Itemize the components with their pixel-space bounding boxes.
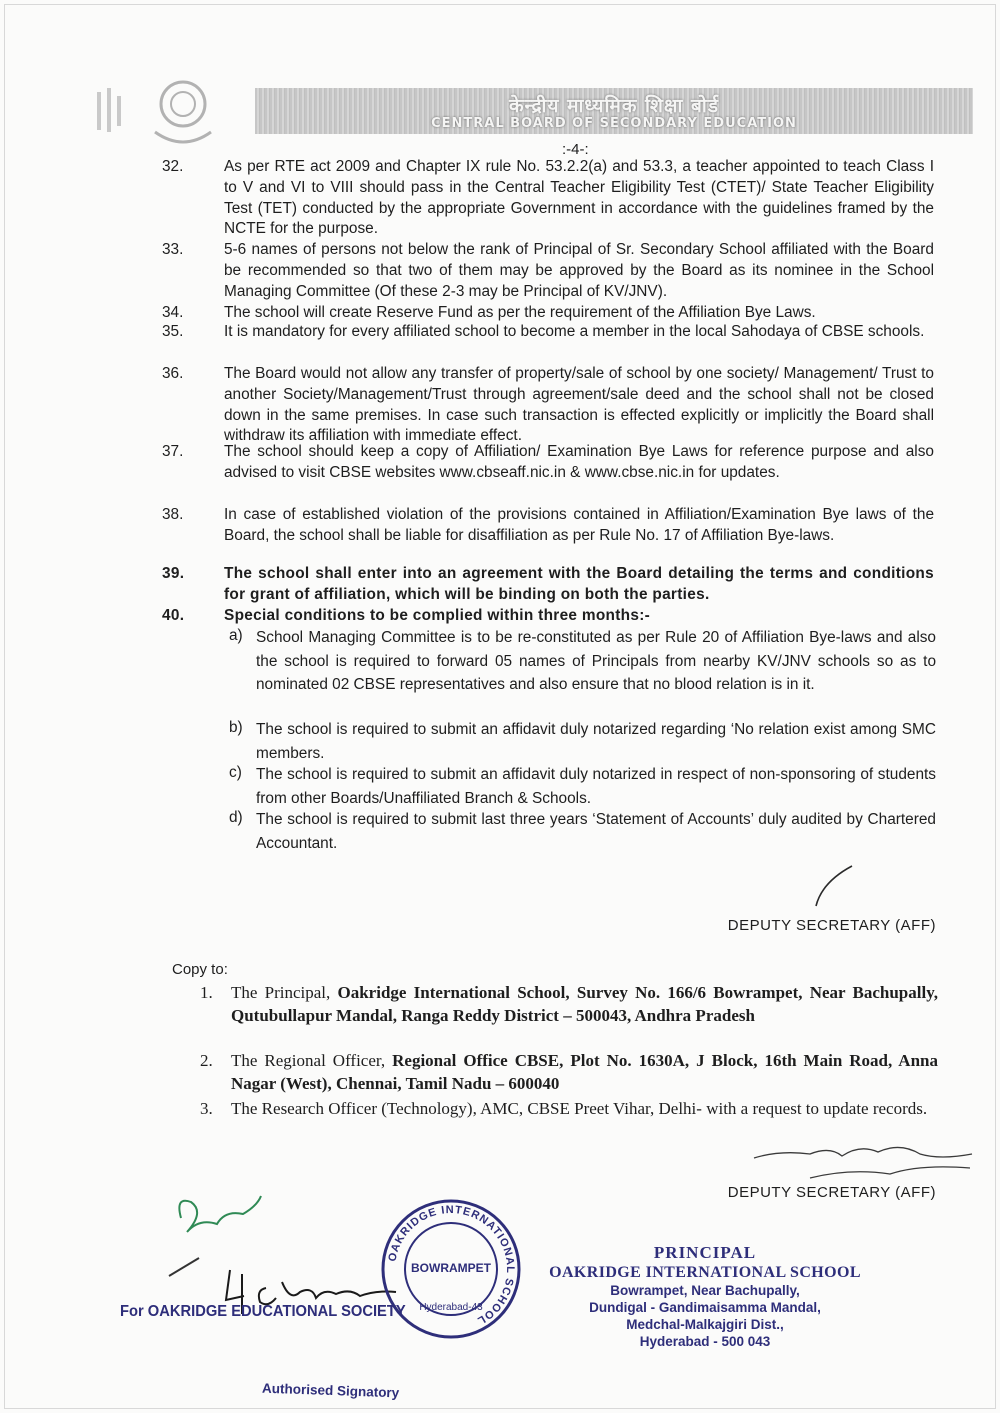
sub-item-label: a) — [229, 627, 243, 644]
sub-item-text: The school is required to submit last three years ‘Statement of Accounts’ duly audited by Chartered Accountant. — [256, 811, 936, 852]
seal-ring-text: OAKRIDGE INTERNATIONAL SCHOOL — [386, 1203, 517, 1327]
item-number: 37. — [162, 443, 184, 460]
item-number: 38. — [162, 506, 184, 523]
recipient-number: 3. — [200, 1099, 213, 1118]
item-text: 5-6 names of persons not below the rank of Principal of Sr. Secondary School affiliated with the Board be recommended so that two of them may be approved by the Board as its nominee in the School Managing Committee (Of these 2-3 may be Principal of KV/JNV). — [224, 241, 934, 300]
item-text: It is mandatory for every affiliated school to become a member in the local Sahodaya of CBSE schools. — [224, 323, 925, 340]
item-number: 36. — [162, 365, 184, 382]
item-text: The school shall enter into an agreement with the Board detailing the terms and conditions for grant of affiliation, which will be binding on both the parties. — [224, 565, 934, 603]
seal-center-text: BOWRAMPET — [411, 1261, 491, 1275]
item-number: 39. — [162, 565, 185, 582]
principal-title: PRINCIPAL — [653, 1243, 757, 1262]
item-number: 35. — [162, 323, 184, 340]
item-number: 34. — [162, 304, 184, 321]
item-text: The school should keep a copy of Affiliation/ Examination Bye Laws for reference purpose and also advised to visit CBSE websites www.cbseaff.nic.in & www.cbse.nic.in for updates. — [224, 443, 934, 481]
item-number: 32. — [162, 158, 184, 175]
recipient-text: The Research Officer (Technology), AMC, CBSE Preet Vihar, Delhi- with a request to update records. — [231, 1099, 928, 1118]
deputy-secretary-title-2: DEPUTY SECRETARY (AFF) — [727, 1184, 936, 1201]
sub-item-label: c) — [229, 764, 242, 781]
item-number: 40. — [162, 607, 185, 624]
recipient-text: The Regional Officer, Regional Office CBSE, Plot No. 1630A, J Block, 16th Main Road, Anna Nagar (West), Chennai, Tamil Nadu – 600040 — [231, 1051, 938, 1093]
item-text: In case of established violation of the provisions contained in Affiliation/Examination Bye laws of the Board, the school shall be liable for disaffiliation as per Rule No. 17 of Affiliation Bye-laws. — [224, 506, 934, 544]
school-name: OAKRIDGE INTERNATIONAL SCHOOL — [549, 1264, 861, 1281]
seal-bottom-text: Hyderabad-43 — [419, 1302, 483, 1313]
item-number: 33. — [162, 241, 184, 258]
school-seal-stamp — [376, 1194, 526, 1344]
sub-item-label: b) — [229, 719, 243, 736]
deputy-secretary-title: DEPUTY SECRETARY (AFF) — [727, 917, 936, 934]
school-address-line: Medchal-Malkajgiri Dist., — [626, 1317, 784, 1332]
handwritten-signature — [750, 1138, 980, 1188]
board-header-band — [255, 88, 973, 134]
school-address-line: Dundigal - Gandimaisamma Mandal, — [589, 1300, 821, 1315]
item-text: The school will create Reserve Fund as per the requirement of the Affiliation Bye Laws. — [224, 304, 816, 321]
principal-stamp — [545, 1243, 865, 1350]
item-text: The Board would not allow any transfer of property/sale of school by one society/ Management/ Trust to another Society/Management/Trust through agreement/sale deed and the school shall not be closed down in the same premises. In case such transaction is effected explicitly or implicitly the Board shall withdraw its affiliation with immediate effect. — [224, 365, 934, 445]
item-text: As per RTE act 2009 and Chapter IX rule No. 53.2.2(a) and 53.3, a teacher appointed to teach Class I to V and VI to VIII should pass in the Central Teacher Eligibility Test (CTET)/ State Teacher Eligibility Test (TET) conducted by the appropriate Government in accordance with the guidelines framed by the NCTE for the purpose. — [224, 158, 934, 238]
board-name-hindi: केन्द्रीय माध्यमिक शिक्षा बोर्ड — [509, 95, 719, 117]
authorised-signatory-label: Authorised Signatory — [261, 1380, 400, 1401]
society-stamp: For OAKRIDGE EDUCATIONAL SOCIETY — [120, 1303, 406, 1320]
cbse-logo-icon — [95, 62, 215, 157]
page-number: :-4-: — [562, 141, 589, 158]
copy-to-label: Copy to: — [172, 961, 228, 978]
sub-item-text: School Managing Committee is to be re-constituted as per Rule 20 of Affiliation Bye-laws and also the school is required to forward 05 names of Principals from nearby KV/JNV schools so as to nominated 02 CBSE representatives and also ensure that no blood relation is in it. — [256, 629, 936, 693]
sub-item-text: The school is required to submit an affidavit duly notarized in respect of non-sponsoring of students from other Boards/Unaffiliated Branch & Schools. — [256, 766, 936, 807]
recipient-text: The Principal, Oakridge International School, Survey No. 166/6 Bowrampet, Near Bachupally, Qutubullapur Mandal, Ranga Reddy District – 500043, Andhra Pradesh — [231, 983, 939, 1025]
school-address-line: Bowrampet, Near Bachupally, — [610, 1283, 800, 1298]
sub-item-text: The school is required to submit an affidavit duly notarized regarding ‘No relation exist among SMC members. — [256, 721, 936, 762]
board-name-english: CENTRAL BOARD OF SECONDARY EDUCATION — [431, 116, 797, 131]
item-text: Special conditions to be complied within three months:- — [224, 607, 651, 624]
sub-item-label: d) — [229, 809, 243, 826]
signature-mark — [808, 862, 858, 912]
school-address-line: Hyderabad - 500 043 — [639, 1334, 771, 1349]
recipient-number: 2. — [200, 1051, 213, 1070]
recipient-number: 1. — [200, 983, 213, 1002]
